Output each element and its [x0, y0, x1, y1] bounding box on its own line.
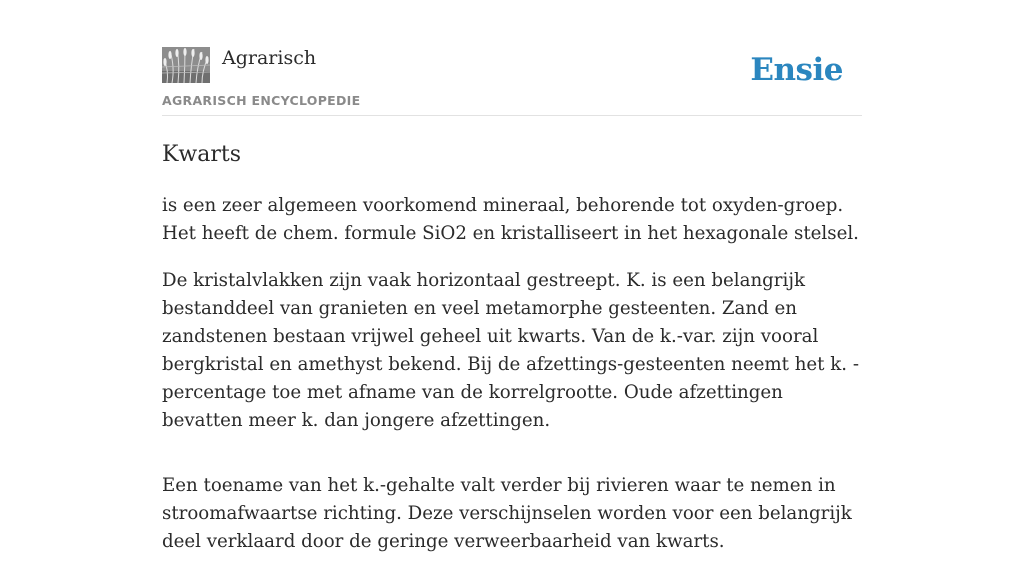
article-paragraph-2: De kristalvlakken zijn vaak horizontaal gestreept. K. is een belangrijk bestanddeel van granieten en veel metamorphe gesteenten. Zand en zandstenen bestaan vrijwel geheel uit kwarts. Van de k.-var. zijn vooral bergkristal en amethyst bekend. Bij de afzettings-gesteenten neemt het k. -percentage toe met afname van de korrelgrootte. Oude afzettingen bevatten meer k. dan jongere afzettingen. [162, 270, 860, 431]
source-subtitle[interactable]: AGRARISCH ENCYCLOPEDIE [162, 93, 361, 108]
wheat-avatar-icon[interactable] [162, 47, 210, 83]
ensie-logo[interactable]: Ensie [750, 52, 843, 88]
page-title: Kwarts [162, 142, 242, 167]
article-paragraph-3: Een toename van het k.-gehalte valt verder bij rivieren waar te nemen in stroomafwaartse richting. Deze verschijnselen worden voor een belangrijk deel verklaard door de geringe verweerbaarheid van kwarts. [162, 475, 852, 552]
header [162, 0, 862, 116]
article-container [162, 0, 862, 552]
article-body [162, 192, 862, 575]
article-paragraph-1: is een zeer algemeen voorkomend mineraal, behorende tot oxyden-groep. Het heeft de chem. formule SiO2 en kristalliseert in het hexagonale stelsel. [162, 195, 859, 244]
source-name[interactable]: Agrarisch [222, 47, 317, 69]
